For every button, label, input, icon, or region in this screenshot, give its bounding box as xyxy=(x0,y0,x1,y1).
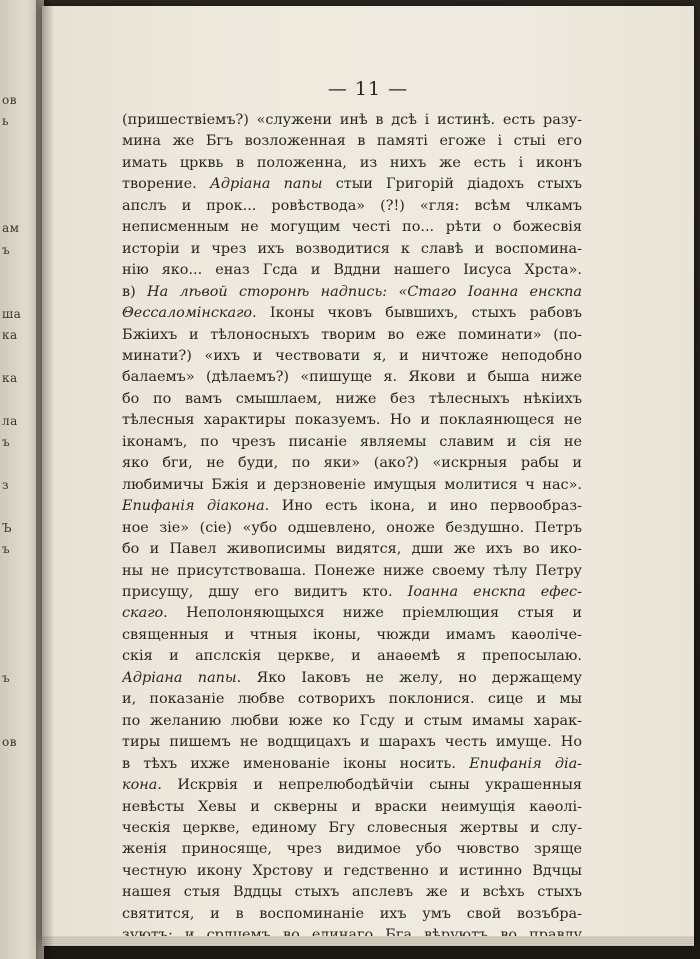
text-line xyxy=(122,904,582,925)
text-line xyxy=(122,561,582,582)
text-span: ческія церкве, единому Бгу словесныя жертвы и слу- xyxy=(122,819,582,836)
text-span: Бжіихъ и тѣлоносныхъ творим во еже поминати» (по- xyxy=(122,326,582,343)
text-line xyxy=(122,646,582,667)
text-line xyxy=(122,153,582,174)
left-page-fragment: ъ xyxy=(2,670,11,685)
text-line xyxy=(122,410,582,431)
text-line xyxy=(122,282,582,303)
text-span: любимичы Бжія и дерзновеніе имущыя молитися ч нас». xyxy=(122,476,582,493)
left-page-fragment: ла xyxy=(2,413,18,428)
text-line xyxy=(122,882,582,903)
text-span: скія и апслскія церкве, и анаѳемѣ я препосылаю. xyxy=(122,648,582,665)
italic-span: На лѣвой сторонѣ надпись: «Стаго Іоанна енскпа xyxy=(147,283,582,300)
text-line xyxy=(122,603,582,624)
text-span: по желанию любви юже ко Гсду и стым имамы харак- xyxy=(122,712,582,729)
left-page-fragment: ка xyxy=(2,371,18,386)
italic-span: скаго xyxy=(122,605,164,622)
text-line xyxy=(122,217,582,238)
text-span: священныя и чтныя іконы, чюжди имамъ каѳоліче- xyxy=(122,626,582,643)
text-line xyxy=(122,325,582,346)
text-span: бо и Павел живописимы видятся, дши же ихъ во ико- xyxy=(122,541,582,558)
gutter-shadow xyxy=(36,0,54,959)
italic-span: Іоанна енскпа ефес- xyxy=(407,583,582,600)
text-line xyxy=(122,239,582,260)
left-page-fragment: ъ xyxy=(2,435,11,450)
left-page-fragment: ъ xyxy=(2,242,11,257)
text-line xyxy=(122,861,582,882)
left-page-fragment: ов xyxy=(2,734,17,749)
text-span: нашея стыя Вддцы стыхъ апслевъ же и всѣхъ стыхъ xyxy=(122,884,582,901)
text-span: минати?) «ихъ и чествовати я, и ничтоже неподобно xyxy=(122,347,582,364)
left-page-fragment: ка xyxy=(2,328,18,343)
text-span: женія приносяще, чрез видимое убо чювство зряще xyxy=(122,841,582,858)
text-line xyxy=(122,432,582,453)
text-span: . Ино есть ікона, и ино первообраз- xyxy=(264,498,582,515)
text-span: нію яко... еназ Гсда и Вддни нашего Іисуса Хрста». xyxy=(122,262,582,279)
text-span: честную икону Хрстову и гедственно и истинно Вдчцы xyxy=(122,862,582,879)
text-line xyxy=(122,110,582,131)
text-line xyxy=(122,839,582,860)
text-span: неписменным не могущим честі по... рѣти о божесвія xyxy=(122,219,582,236)
text-line xyxy=(122,475,582,496)
text-line xyxy=(122,260,582,281)
text-span: стыи Григорій діадохъ стыхъ xyxy=(322,176,582,193)
text-line xyxy=(122,367,582,388)
text-span: балаемъ» (дѣлаемъ?) «пишуще я. Якови и быша ниже xyxy=(122,369,582,386)
left-page-fragment: ам xyxy=(2,221,20,236)
text-span: (пришествіемъ?) «служени инѣ в дсѣ і истинѣ. есть разу- xyxy=(122,112,582,128)
text-span: и, показаніе любве сотворихъ поклонися. сице и мы xyxy=(122,691,582,708)
text-line xyxy=(122,518,582,539)
page-edges xyxy=(42,936,694,946)
text-line xyxy=(122,668,582,689)
text-span: тиры пишемъ не водщицахъ и шарахъ честь имуще. Но xyxy=(122,734,582,751)
text-span: апслъ и прок... ровѣствода» (?!) «гля: всѣм члкамъ xyxy=(122,197,582,214)
text-line xyxy=(122,346,582,367)
text-span: в тѣхъ ихже именованіе іконы носить. xyxy=(122,755,470,772)
text-span: . Искрвія и непрелюбодѣйчіи сыны украшенныя xyxy=(157,777,582,794)
text-line xyxy=(122,496,582,517)
text-line xyxy=(122,131,582,152)
italic-span: Адріана папы xyxy=(209,176,323,193)
text-span: ны не присутствоваша. Понеже ниже своему тѣлу Петру xyxy=(122,562,582,579)
text-line xyxy=(122,389,582,410)
text-span: творение. xyxy=(122,176,210,193)
italic-span: Епифанія діа- xyxy=(469,755,582,772)
text-line xyxy=(122,754,582,775)
text-span: невѣсты Хевы и скверны и враски неимущія каѳолі- xyxy=(122,798,582,815)
text-line xyxy=(122,303,582,324)
text-line xyxy=(122,625,582,646)
text-line xyxy=(122,775,582,796)
text-span: . Яко Іаковъ не желу, но держащему xyxy=(236,669,582,686)
left-page-fragment: з xyxy=(2,478,10,493)
italic-span: кона xyxy=(122,777,158,794)
text-line xyxy=(122,196,582,217)
left-page-fragment: ов xyxy=(2,93,17,107)
text-line xyxy=(122,174,582,195)
text-span: . Іконы чковъ бывшихъ, стыхъ рабовъ xyxy=(252,305,582,322)
italic-span: Епифанія діакона xyxy=(122,498,265,515)
text-span: присущу, дшу его видитъ кто. xyxy=(122,583,408,600)
text-span: в) xyxy=(122,283,148,300)
italic-span: Адріана папы xyxy=(122,669,237,686)
text-span: имать црквь в положенна, из нихъ же есть і иконъ xyxy=(122,154,582,171)
text-span: бо по вамъ смышлаем, ниже без тѣлесныхъ нѣкіихъ xyxy=(122,390,582,407)
left-page-fragment: ъ xyxy=(2,542,11,557)
left-page-fragment: ь xyxy=(2,114,10,129)
text-span: . Неполоняющыхся ниже пріемлющия стыя и xyxy=(163,605,582,622)
text-line xyxy=(122,818,582,839)
left-page-fragment: Ъ xyxy=(2,520,13,535)
page-number: — 11 — xyxy=(327,78,409,100)
text-span: яко бги, не буди, по яки» (ако?) «искрныя рабы и xyxy=(122,455,582,472)
text-span: іконамъ, по чрезъ писаніе являемы славим и сія не xyxy=(122,433,582,450)
text-line xyxy=(122,711,582,732)
italic-span: Θессаломінскаго xyxy=(122,305,253,322)
text-span: святится, и в воспоминаніе ихъ умъ свой возъбра- xyxy=(122,905,582,922)
body-text xyxy=(122,110,582,947)
text-line xyxy=(122,582,582,603)
text-line xyxy=(122,539,582,560)
text-span: мина же Бгъ возложенная в памяті егожe і стыі его xyxy=(122,133,582,150)
text-line xyxy=(122,732,582,753)
book-page xyxy=(42,6,694,942)
text-line xyxy=(122,689,582,710)
text-span: тѣлесныя характиры показуемъ. Но и поклаянющеся не xyxy=(122,412,582,429)
text-line xyxy=(122,797,582,818)
left-page-fragment: ша xyxy=(2,306,22,321)
text-line xyxy=(122,453,582,474)
text-span: исторіи и чрез ихъ возводитися к славѣ и воспомина- xyxy=(122,240,582,257)
text-span: ное зіе» (сіе) «убо одшевлено, оноже бездушно. Петръ xyxy=(122,519,582,536)
